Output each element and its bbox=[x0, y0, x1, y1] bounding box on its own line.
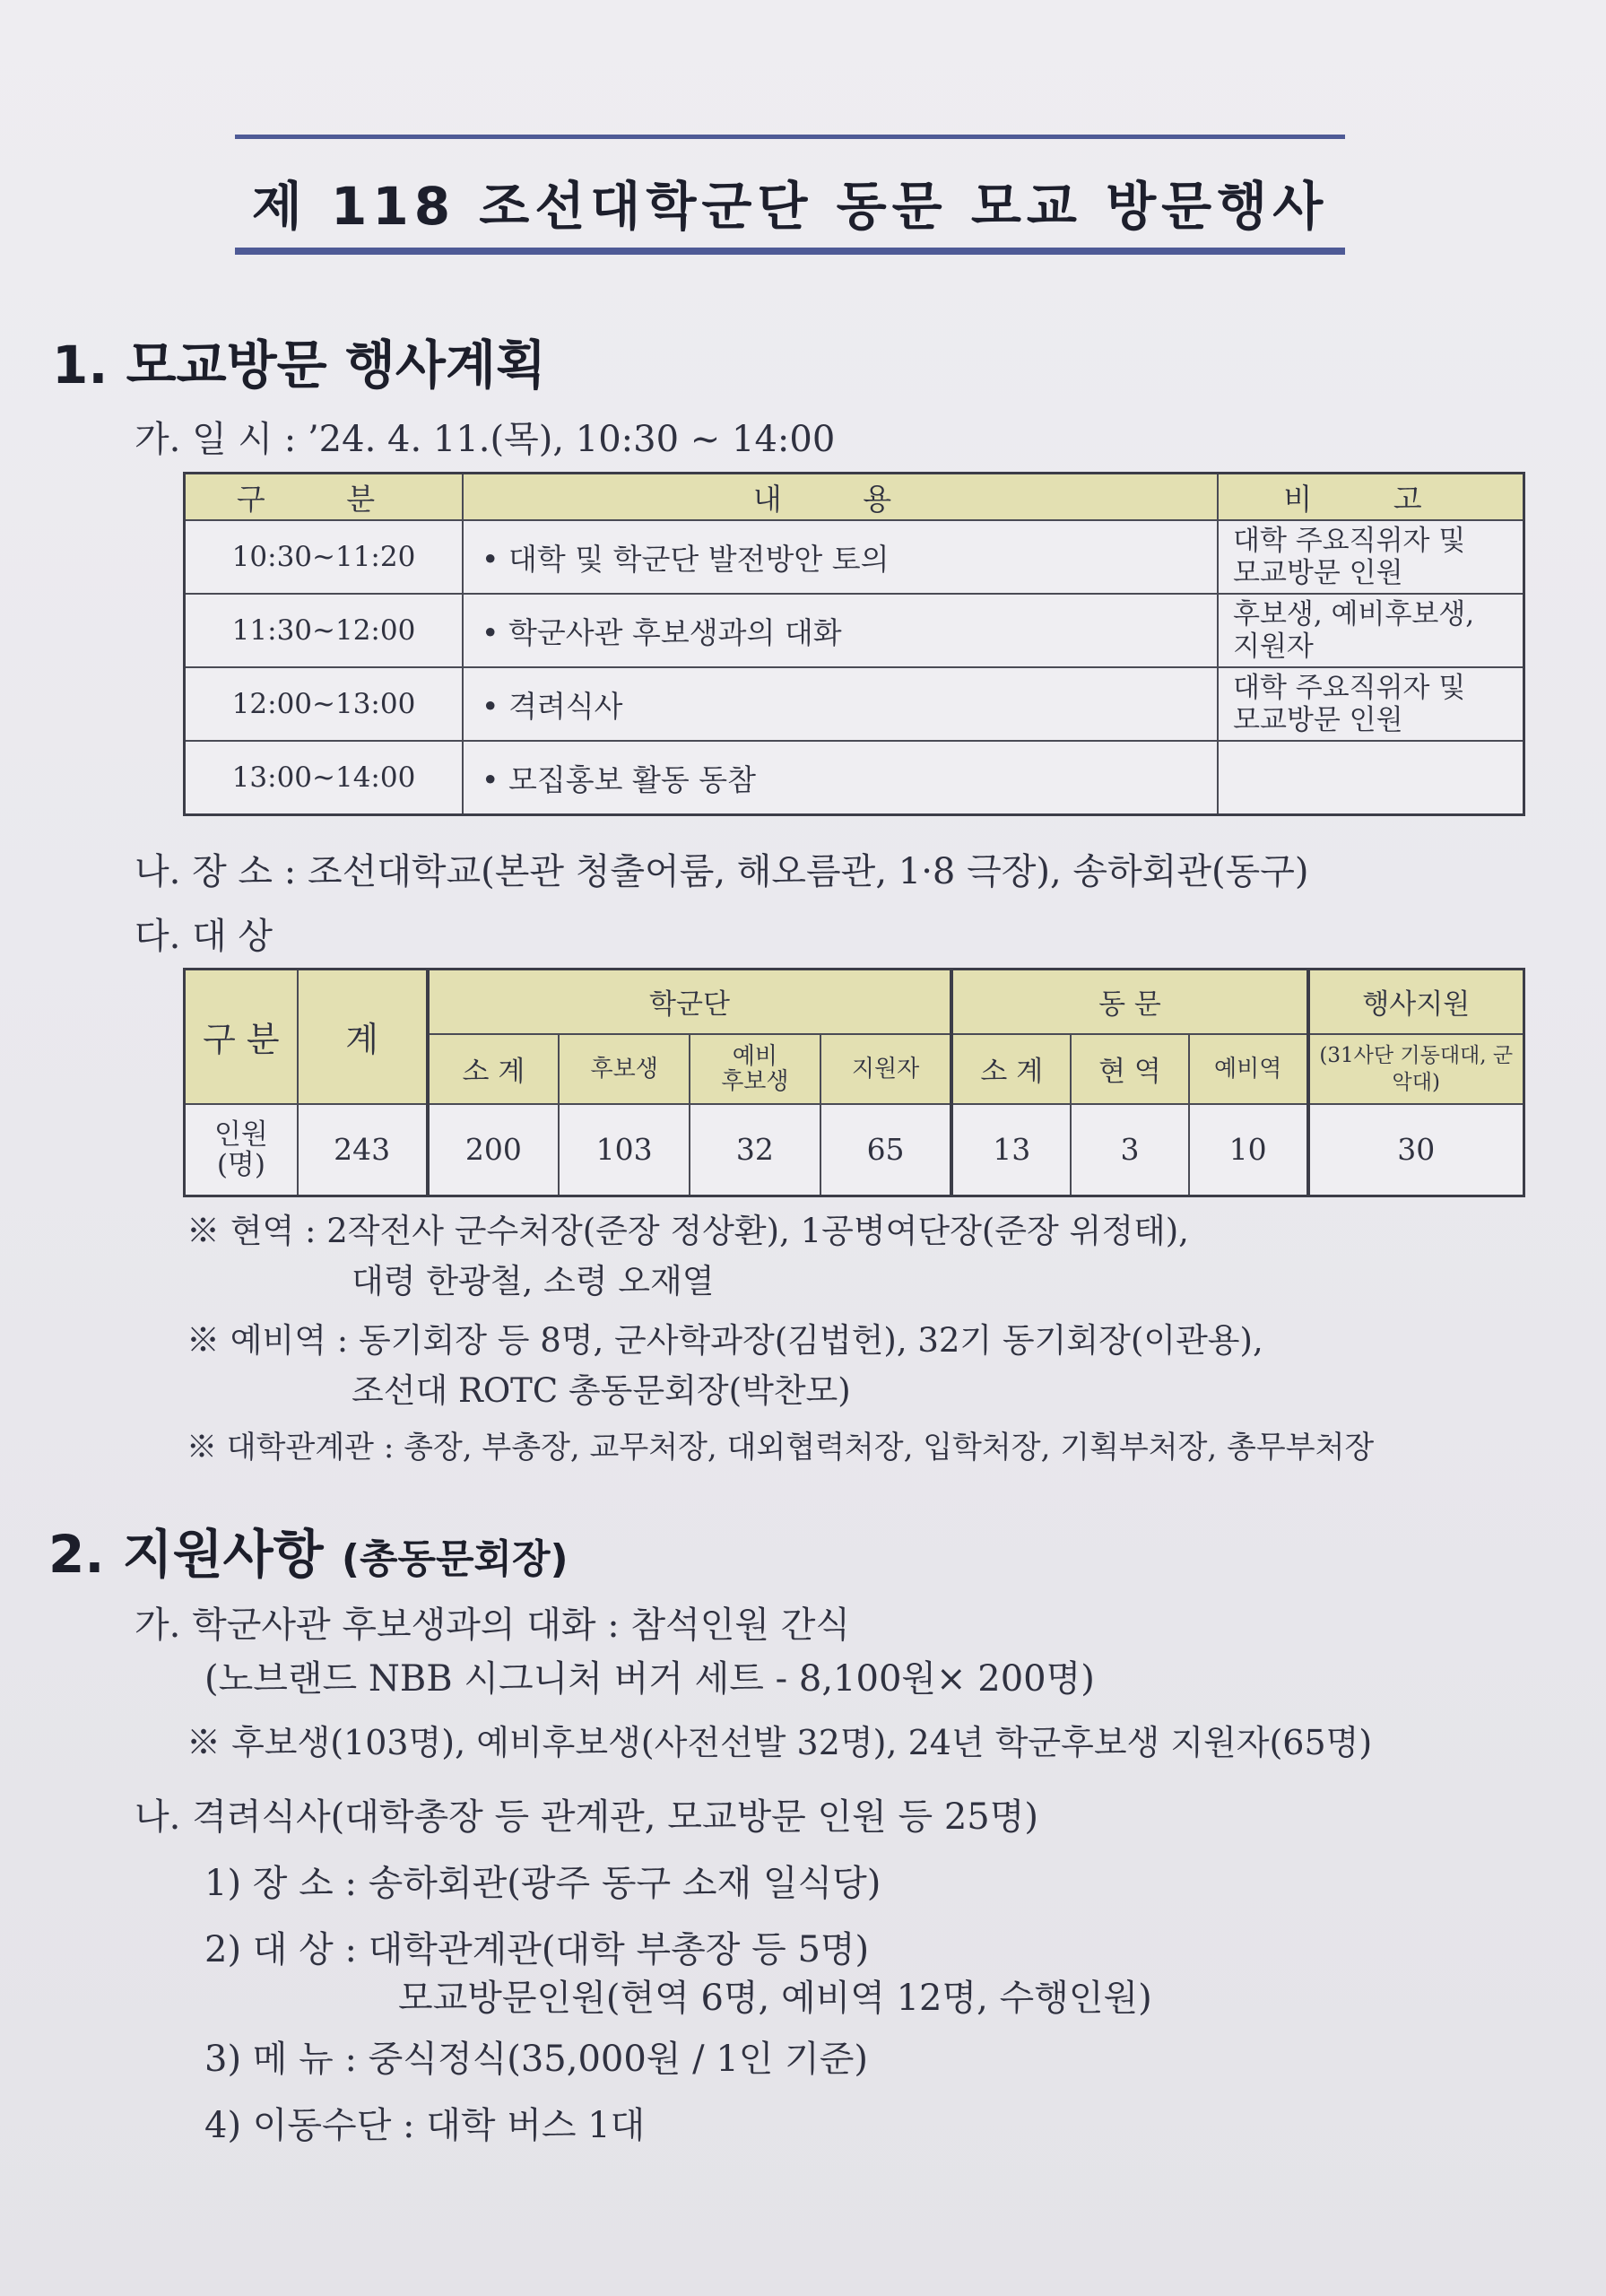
note-line: 모교방문 인원 bbox=[1233, 704, 1403, 736]
note-line: 모교방문 인원 bbox=[1233, 557, 1403, 589]
schedule-row bbox=[185, 594, 1524, 667]
schedule-time: 12:00~13:00 bbox=[185, 667, 464, 741]
note-line: 후보생, 예비후보생, bbox=[1233, 598, 1475, 631]
note-univ: ※ 대학관계관 : 총장, 부총장, 교무처장, 대외협력처장, 입학처장, 기획부처장, 총무부처장 bbox=[187, 1430, 1375, 1465]
val-reserve: 10 bbox=[1189, 1104, 1308, 1196]
schedule-row bbox=[185, 667, 1524, 741]
schedule-time: 11:30~12:00 bbox=[185, 594, 464, 667]
val-total: 243 bbox=[298, 1104, 428, 1196]
schedule-note bbox=[1218, 594, 1524, 667]
note-active-1: ※ 현역 : 2작전사 군수처장(준장 정상환), 1공병여단장(준장 위정태), bbox=[187, 1212, 1189, 1250]
schedule-header-row bbox=[185, 474, 1524, 521]
support-b-menu: 3) 메 뉴 : 중식정식(35,000원 / 1인 기준) bbox=[204, 2039, 869, 2080]
col-gubun: 구 분 bbox=[185, 474, 464, 521]
h-support: 행사지원 bbox=[1308, 970, 1524, 1034]
schedule-item: • 대학 및 학군단 발전방안 토의 bbox=[463, 520, 1218, 594]
support-b-transport: 4) 이동수단 : 대학 버스 1대 bbox=[204, 2105, 646, 2146]
val-support: 30 bbox=[1308, 1104, 1524, 1196]
participants-table bbox=[183, 968, 1525, 1197]
participants-header-row bbox=[185, 970, 1524, 1034]
support-a-line2: (노브랜드 NBB 시그니처 버거 세트 - 8,100원× 200명) bbox=[204, 1658, 1095, 1700]
sh-rotc-subtotal: 소 계 bbox=[428, 1034, 560, 1104]
participants-data-row bbox=[185, 1104, 1524, 1196]
val-pre-candidate: 32 bbox=[690, 1104, 820, 1196]
note-line: 대학 주요직위자 및 bbox=[1233, 525, 1466, 557]
target-line: 다. 대 상 bbox=[135, 916, 273, 957]
sh-candidate: 후보생 bbox=[559, 1034, 690, 1104]
schedule-table bbox=[183, 472, 1525, 816]
note-line: 지원자 bbox=[1233, 631, 1314, 663]
val-applicant: 65 bbox=[820, 1104, 952, 1196]
schedule-item: • 학군사관 후보생과의 대화 bbox=[463, 594, 1218, 667]
support-b-target2: 모교방문인원(현역 6명, 예비역 12명, 수행인원) bbox=[398, 1978, 1152, 2019]
note-reserve-1: ※ 예비역 : 동기회장 등 8명, 군사학과장(김법헌), 32기 동기회장(이관용), bbox=[187, 1321, 1263, 1360]
support-b-place: 1) 장 소 : 송하회관(광주 동구 소재 일식당) bbox=[204, 1863, 881, 1904]
h-total: 계 bbox=[298, 970, 428, 1104]
date-line: 가. 일 시 : ’24. 4. 11.(목), 10:30 ~ 14:00 bbox=[135, 419, 836, 460]
sh-active: 현 역 bbox=[1071, 1034, 1189, 1104]
h-gubun: 구 분 bbox=[185, 970, 298, 1104]
section1-heading: 1. 모교방문 행사계획 bbox=[52, 335, 546, 396]
schedule-time: 13:00~14:00 bbox=[185, 741, 464, 815]
section2-heading-sub: (총동문회장) bbox=[341, 1536, 569, 1582]
title-box bbox=[235, 135, 1345, 255]
support-a-line1: 가. 학군사관 후보생과의 대화 : 참석인원 간식 bbox=[135, 1605, 850, 1646]
schedule-time: 10:30~11:20 bbox=[185, 520, 464, 594]
page-title: 제 118 조선대학군단 동문 모교 방문행사 bbox=[251, 176, 1329, 237]
schedule-note bbox=[1218, 667, 1524, 741]
sh-pre-candidate: 예비 후보생 bbox=[690, 1034, 820, 1104]
place-line: 나. 장 소 : 조선대학교(본관 청출어룸, 해오름관, 1·8 극장), 송하회관(동구) bbox=[135, 851, 1309, 892]
sh-support-sub: (31사단 기동대대, 군악대) bbox=[1308, 1034, 1524, 1104]
val-alumni-subtotal: 13 bbox=[951, 1104, 1071, 1196]
sh-reserve: 예비역 bbox=[1189, 1034, 1308, 1104]
schedule-note bbox=[1218, 741, 1524, 815]
schedule-note bbox=[1218, 520, 1524, 594]
note-active-2: 대령 한광철, 소령 오재열 bbox=[352, 1262, 715, 1300]
schedule-item: • 격려식사 bbox=[463, 667, 1218, 741]
val-active: 3 bbox=[1071, 1104, 1189, 1196]
support-b-target1: 2) 대 상 : 대학관계관(대학 부총장 등 5명) bbox=[204, 1929, 870, 1970]
val-rotc-subtotal: 200 bbox=[428, 1104, 560, 1196]
section2-heading-wrap bbox=[48, 1512, 569, 1587]
row-label: 인원 (명) bbox=[185, 1104, 298, 1196]
support-a-line3: ※ 후보생(103명), 예비후보생(사전선발 32명), 24년 학군후보생 지원자(65명) bbox=[187, 1723, 1373, 1762]
val-candidate: 103 bbox=[559, 1104, 690, 1196]
h-rotc: 학군단 bbox=[428, 970, 952, 1034]
section2-heading: 2. 지원사항 bbox=[48, 1524, 324, 1585]
schedule-row bbox=[185, 520, 1524, 594]
note-reserve-2: 조선대 ROTC 총동문회장(박찬모) bbox=[352, 1371, 851, 1410]
col-note: 비 고 bbox=[1218, 474, 1524, 521]
col-content: 내 용 bbox=[463, 474, 1218, 521]
sh-applicant: 지원자 bbox=[820, 1034, 952, 1104]
schedule-item: • 모집홍보 활동 동참 bbox=[463, 741, 1218, 815]
sh-alumni-subtotal: 소 계 bbox=[951, 1034, 1071, 1104]
schedule-row bbox=[185, 741, 1524, 815]
h-alumni: 동 문 bbox=[951, 970, 1307, 1034]
support-b-line1: 나. 격려식사(대학총장 등 관계관, 모교방문 인원 등 25명) bbox=[135, 1796, 1038, 1838]
note-line: 대학 주요직위자 및 bbox=[1233, 672, 1466, 704]
